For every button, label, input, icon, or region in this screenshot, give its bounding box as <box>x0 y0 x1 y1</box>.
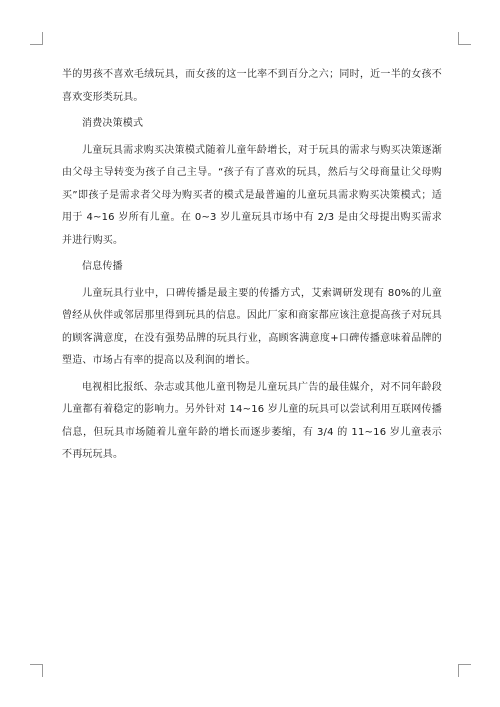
crop-mark-top-right <box>458 32 471 45</box>
document-body <box>62 64 442 467</box>
section-heading-information-spread: 信息传播 <box>82 261 123 272</box>
section-heading-decision-mode: 消费决策模式 <box>82 118 144 129</box>
crop-mark-top-left <box>30 32 43 45</box>
media-paragraph: 电视相比报纸、杂志或其他儿童刊物是儿童玩具广告的最佳媒介，对不同年龄段儿童都有着稳定的影响力。另外针对 14~16 岁儿童的玩具可以尝试利用互联网传播信息，但玩具市场随着儿童年龄的增长而逐步萎缩，有 3/4 的 11~16 岁儿童表示不再玩玩具。 <box>62 381 442 460</box>
intro-paragraph: 半的男孩不喜欢毛绒玩具，而女孩的这一比率不到百分之六；同时，近一半的女孩不喜欢变形类玩具。 <box>62 69 442 103</box>
decision-mode-paragraph: 儿童玩具需求购买决策模式随着儿童年龄增长，对于玩具的需求与购买决策逐渐由父母主导转变为孩子自己主导。“孩子有了喜欢的玩具，然后与父母商量让父母购买”即孩子是需求者父母为购买者的模式是最普遍的儿童玩具需求购买决策模式；适用于 4~16 岁所有儿童。在 0~3 岁儿童玩具市场中有 2/3 是由父母提出购买需求并进行购买。 <box>62 144 442 246</box>
crop-mark-bottom-right <box>458 664 471 677</box>
crop-mark-bottom-left <box>30 664 43 677</box>
word-of-mouth-paragraph: 儿童玩具行业中，口碑传播是最主要的传播方式，艾索调研发现有 80%的儿童曾经从伙伴或邻居那里得到玩具的信息。因此厂家和商家都应该注意提高孩子对玩具的顾客满意度，在没有强势品牌的玩具行业，高顾客满意度+口碑传播意味着品牌的塑造、市场占有率的提高以及利润的增长。 <box>62 287 442 366</box>
